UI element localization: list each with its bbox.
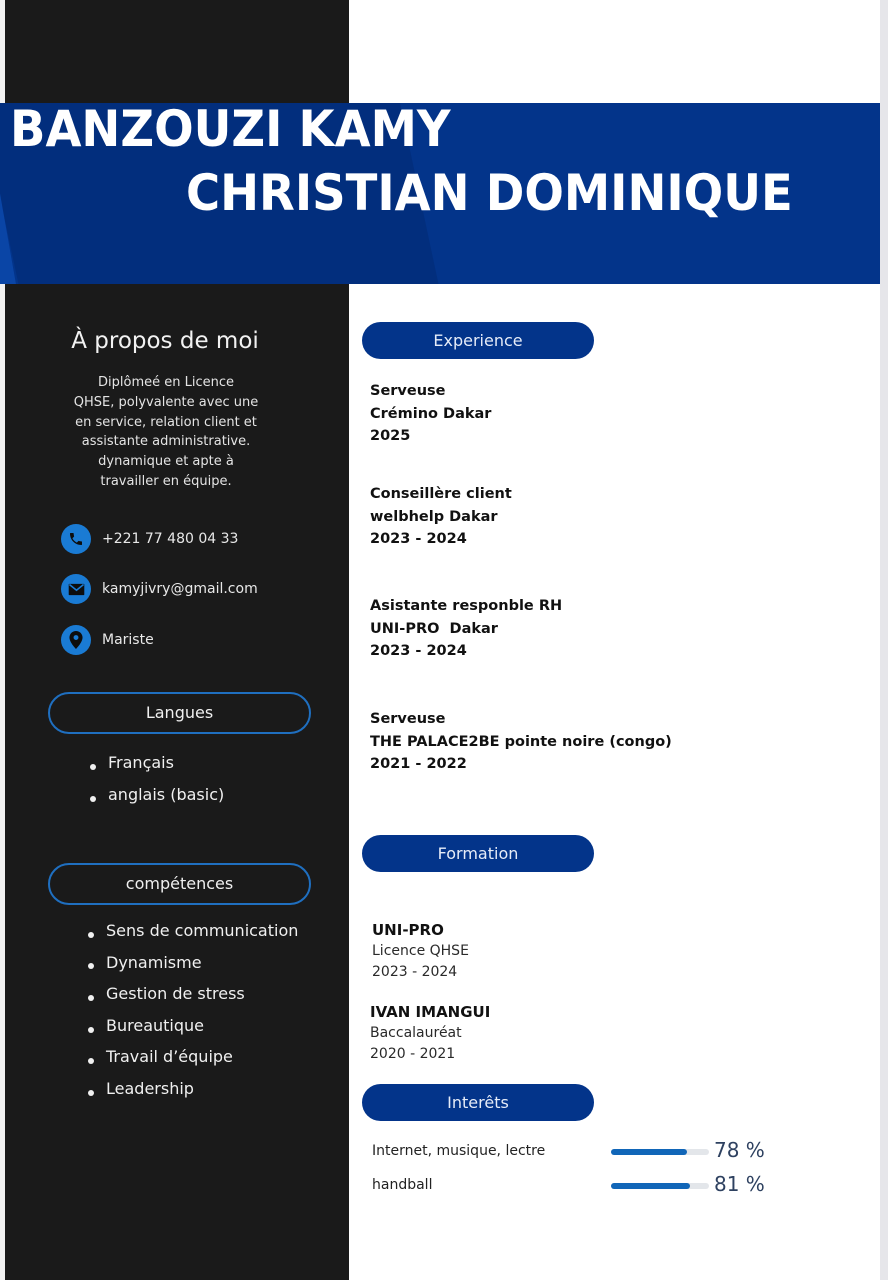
experience-entry xyxy=(370,483,512,551)
skills-section-title: compétences xyxy=(48,863,311,905)
job-period: 2023 - 2024 xyxy=(370,643,467,659)
phone-icon xyxy=(61,524,91,554)
experience-entry xyxy=(370,380,491,448)
job-period: 2021 - 2022 xyxy=(370,756,467,772)
language-item: Français xyxy=(88,751,224,783)
interest-progress-fill xyxy=(611,1149,687,1155)
interests-section-title: Interêts xyxy=(362,1084,594,1121)
contact-phone xyxy=(61,524,238,554)
job-period: 2023 - 2024 xyxy=(370,531,467,547)
contact-email xyxy=(61,574,258,604)
skill-item: Dynamisme xyxy=(86,951,298,983)
about-line: travailler en équipe. xyxy=(100,473,232,489)
job-role: Serveuse xyxy=(370,711,446,727)
interest-row xyxy=(372,1140,792,1164)
languages-section-title: Langues xyxy=(48,692,311,734)
job-company: welbhelp Dakar xyxy=(370,508,498,525)
skill-item: Leadership xyxy=(86,1077,298,1109)
page-right-edge xyxy=(880,0,888,1280)
education-section-title: Formation xyxy=(362,835,594,872)
education-period: 2020 - 2021 xyxy=(370,1045,456,1062)
language-item: anglais (basic) xyxy=(88,783,224,815)
interest-percent: 81 % xyxy=(714,1172,765,1196)
about-text xyxy=(52,373,280,492)
interest-progress-bar xyxy=(611,1149,709,1155)
interest-label: handball xyxy=(372,1177,433,1193)
experience-section-title: Experience xyxy=(362,322,594,359)
location-pin-icon xyxy=(61,625,91,655)
about-line: dynamique et apte à xyxy=(98,454,234,470)
skill-item: Bureautique xyxy=(86,1014,298,1046)
job-company: UNI-PRO Dakar xyxy=(370,620,498,637)
experience-entry xyxy=(370,595,562,663)
interest-progress-bar xyxy=(611,1183,709,1189)
email-address[interactable]: kamyjivry@gmail.com xyxy=(102,581,258,597)
email-icon xyxy=(61,574,91,604)
job-role: Serveuse xyxy=(370,383,446,399)
job-company: Crémino Dakar xyxy=(370,405,492,422)
contact-location xyxy=(61,625,154,655)
job-role: Asistante responble RH xyxy=(370,598,563,614)
school-name: IVAN IMANGUI xyxy=(370,1003,491,1021)
about-title: À propos de moi xyxy=(71,328,259,354)
skill-item: Travail d’équipe xyxy=(86,1045,298,1077)
skills-list xyxy=(86,919,298,1109)
name-heading-line2: CHRISTIAN DOMINIQUE xyxy=(186,164,793,222)
skill-item: Sens de communication xyxy=(86,919,298,951)
about-line: assistante administrative. xyxy=(81,434,251,450)
job-company: THE PALACE2BE pointe noire (congo) xyxy=(370,733,672,750)
about-line: Diplômeé en Licence xyxy=(98,375,234,390)
job-role: Conseillère client xyxy=(370,486,512,502)
education-period: 2023 - 2024 xyxy=(372,963,458,980)
interest-row xyxy=(372,1174,792,1198)
degree-name: Licence QHSE xyxy=(372,943,469,959)
education-entry xyxy=(372,920,469,982)
name-heading-line1: BANZOUZI KAMY xyxy=(10,100,451,158)
interest-progress-fill xyxy=(611,1183,690,1189)
interest-percent: 78 % xyxy=(714,1138,765,1162)
degree-name: Baccalauréat xyxy=(370,1025,462,1041)
interest-label: Internet, musique, lectre xyxy=(372,1143,546,1159)
education-entry xyxy=(370,1002,490,1064)
location-text: Mariste xyxy=(102,632,154,648)
experience-entry xyxy=(370,708,672,776)
phone-number[interactable]: +221 77 480 04 33 xyxy=(102,531,239,547)
about-line: en service, relation client et xyxy=(75,414,257,430)
school-name: UNI-PRO xyxy=(372,921,444,939)
job-period: 2025 xyxy=(370,428,411,444)
skill-item: Gestion de stress xyxy=(86,982,298,1014)
about-line: QHSE, polyvalente avec une xyxy=(73,394,259,410)
languages-list xyxy=(88,751,224,815)
